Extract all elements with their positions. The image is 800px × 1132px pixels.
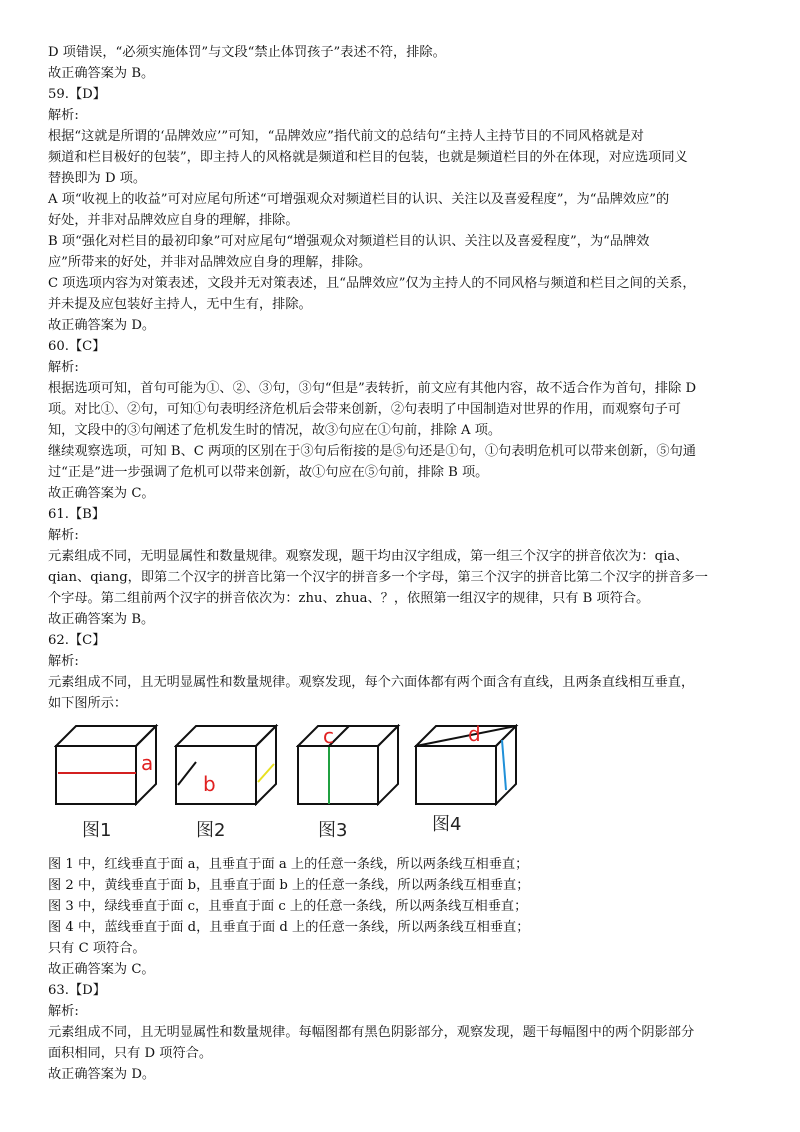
figure-2	[174, 724, 286, 806]
text-line: 元素组成不同，且无明显属性和数量规律。观察发现，每个六面体都有两个面含有直线，且两条直线相互垂直，	[48, 675, 695, 690]
cube-1-drawing	[54, 724, 166, 806]
text-line: 元素组成不同，且无明显属性和数量规律。每幅图都有黑色阴影部分，观察发现，题干每幅图中的两个阴影部分	[48, 1025, 695, 1040]
text-line: 解析:	[48, 108, 79, 123]
text-line: 59.【D】	[48, 87, 106, 102]
text-line: B 项“强化对栏目的最初印象”可对应尾句“增强观众对频道栏目的认识、关注以及喜爱程度”，为“品牌效	[48, 234, 650, 249]
text-line: 解析:	[48, 528, 79, 543]
text-line: 60.【C】	[48, 339, 106, 354]
text-line: 故正确答案为 D。	[48, 1067, 156, 1082]
text-line: 故正确答案为 B。	[48, 612, 155, 627]
black-line	[416, 726, 516, 746]
text-line: D 项错误，“必须实施体罚”与文段“禁止体罚孩子”表述不符，排除。	[48, 45, 446, 60]
figure-2-caption: 图2	[196, 820, 226, 841]
text-line: 好处，并非对品牌效应自身的理解，排除。	[48, 213, 299, 228]
text-line: 61.【B】	[48, 507, 106, 522]
text-line: 元素组成不同，无明显属性和数量规律。观察发现，题干均由汉字组成，第一组三个汉字的拼音依次为：qia、	[48, 549, 689, 564]
text-line: 图 1 中，红线垂直于面 a，且垂直于面 a 上的任意一条线，所以两条线互相垂直；	[48, 857, 529, 872]
text-line: 如下图所示：	[48, 696, 128, 711]
figure-1-caption: 图1	[82, 820, 112, 841]
face-label-b: b	[203, 772, 216, 796]
text-line: 解析:	[48, 360, 79, 375]
text-line: qian、qiang，即第二个汉字的拼音比第一个汉字的拼音多一个字母，第三个汉字的拼音比第二个汉字的拼音多一	[48, 570, 708, 585]
text-line: 并未提及应包装好主持人，无中生有，排除。	[48, 297, 312, 312]
cube-3-drawing	[296, 724, 408, 806]
text-line: 个字母。第二组前两个汉字的拼音依次为：zhu、zhua、？，依照第一组汉字的规律，只有 B 项符合。	[48, 591, 650, 606]
figure-4	[414, 724, 526, 806]
text-line: 解析:	[48, 1004, 79, 1019]
text-line: 故正确答案为 C。	[48, 962, 155, 977]
blue-line	[502, 740, 506, 790]
explanation-text-block-1	[48, 42, 760, 714]
text-line: 知，文段中的③句阐述了危机发生时的情况，故③句应在①句前，排除 A 项。	[48, 423, 502, 438]
text-line: 解析:	[48, 654, 79, 669]
face-label-d: d	[468, 724, 481, 746]
text-line: 频道和栏目极好的包装”，即主持人的风格就是频道和栏目的包装，也就是频道栏目的外在体现，对应选项同义	[48, 150, 688, 165]
text-line: 图 2 中，黄线垂直于面 b，且垂直于面 b 上的任意一条线，所以两条线互相垂直；	[48, 878, 530, 893]
text-line: 图 4 中，蓝线垂直于面 d，且垂直于面 d 上的任意一条线，所以两条线互相垂直；	[48, 920, 530, 935]
text-line: 根据“这就是所谓的‘品牌效应’”可知，“品牌效应”指代前文的总结句“主持人主持节目的不同风格就是对	[48, 129, 644, 144]
text-line: 只有 C 项符合。	[48, 941, 146, 956]
text-line: 故正确答案为 B。	[48, 66, 155, 81]
text-line: 63.【D】	[48, 983, 106, 998]
text-line: C 项选项内容为对策表述，文段并无对策表述，且“品牌效应”仅为主持人的不同风格与频道和栏目之间的关系，	[48, 276, 696, 291]
text-line: 替换即为 D 项。	[48, 171, 147, 186]
figure-3	[296, 724, 408, 806]
explanation-text-block-2	[48, 854, 760, 1085]
text-line: 故正确答案为 C。	[48, 486, 155, 501]
text-line: 应”所带来的好处，并非对品牌效应自身的理解，排除。	[48, 255, 372, 270]
text-line: 根据选项可知，首句可能为①、②、③句，③句“但是”表转折，前文应有其他内容，故不适合作为首句，排除 D	[48, 381, 697, 396]
text-line: 过“正是”进一步强调了危机可以带来创新，故①句应在⑤句前，排除 B 项。	[48, 465, 489, 480]
cube-figures-row	[48, 724, 760, 848]
figure-1	[54, 724, 166, 806]
figure-3-caption: 图3	[318, 820, 348, 841]
text-line: 项。对比①、②句，可知①句表明经济危机后会带来创新，②句表明了中国制造对世界的作用，而观察句子可	[48, 402, 681, 417]
yellow-line	[258, 764, 274, 782]
document-page	[48, 42, 760, 1085]
black-line	[178, 762, 196, 785]
text-line: A 项“收视上的收益”可对应尾句所述“可增强观众对频道栏目的认识、关注以及喜爱程度”，为“品牌效应”的	[48, 192, 670, 207]
text-line: 62.【C】	[48, 633, 106, 648]
text-line: 故正确答案为 D。	[48, 318, 156, 333]
face-label-c: c	[323, 724, 334, 748]
figure-4-caption: 图4	[432, 814, 462, 835]
face-label-a: a	[141, 751, 154, 775]
cube-4-drawing	[414, 724, 526, 806]
text-line: 继续观察选项，可知 B、C 两项的区别在于③句后衔接的是⑤句还是①句，①句表明危机可以带来创新，⑤句通	[48, 444, 696, 459]
cube-2-drawing	[174, 724, 286, 806]
text-line: 面积相同，只有 D 项符合。	[48, 1046, 213, 1061]
text-line: 图 3 中，绿线垂直于面 c，且垂直于面 c 上的任意一条线，所以两条线互相垂直；	[48, 899, 528, 914]
